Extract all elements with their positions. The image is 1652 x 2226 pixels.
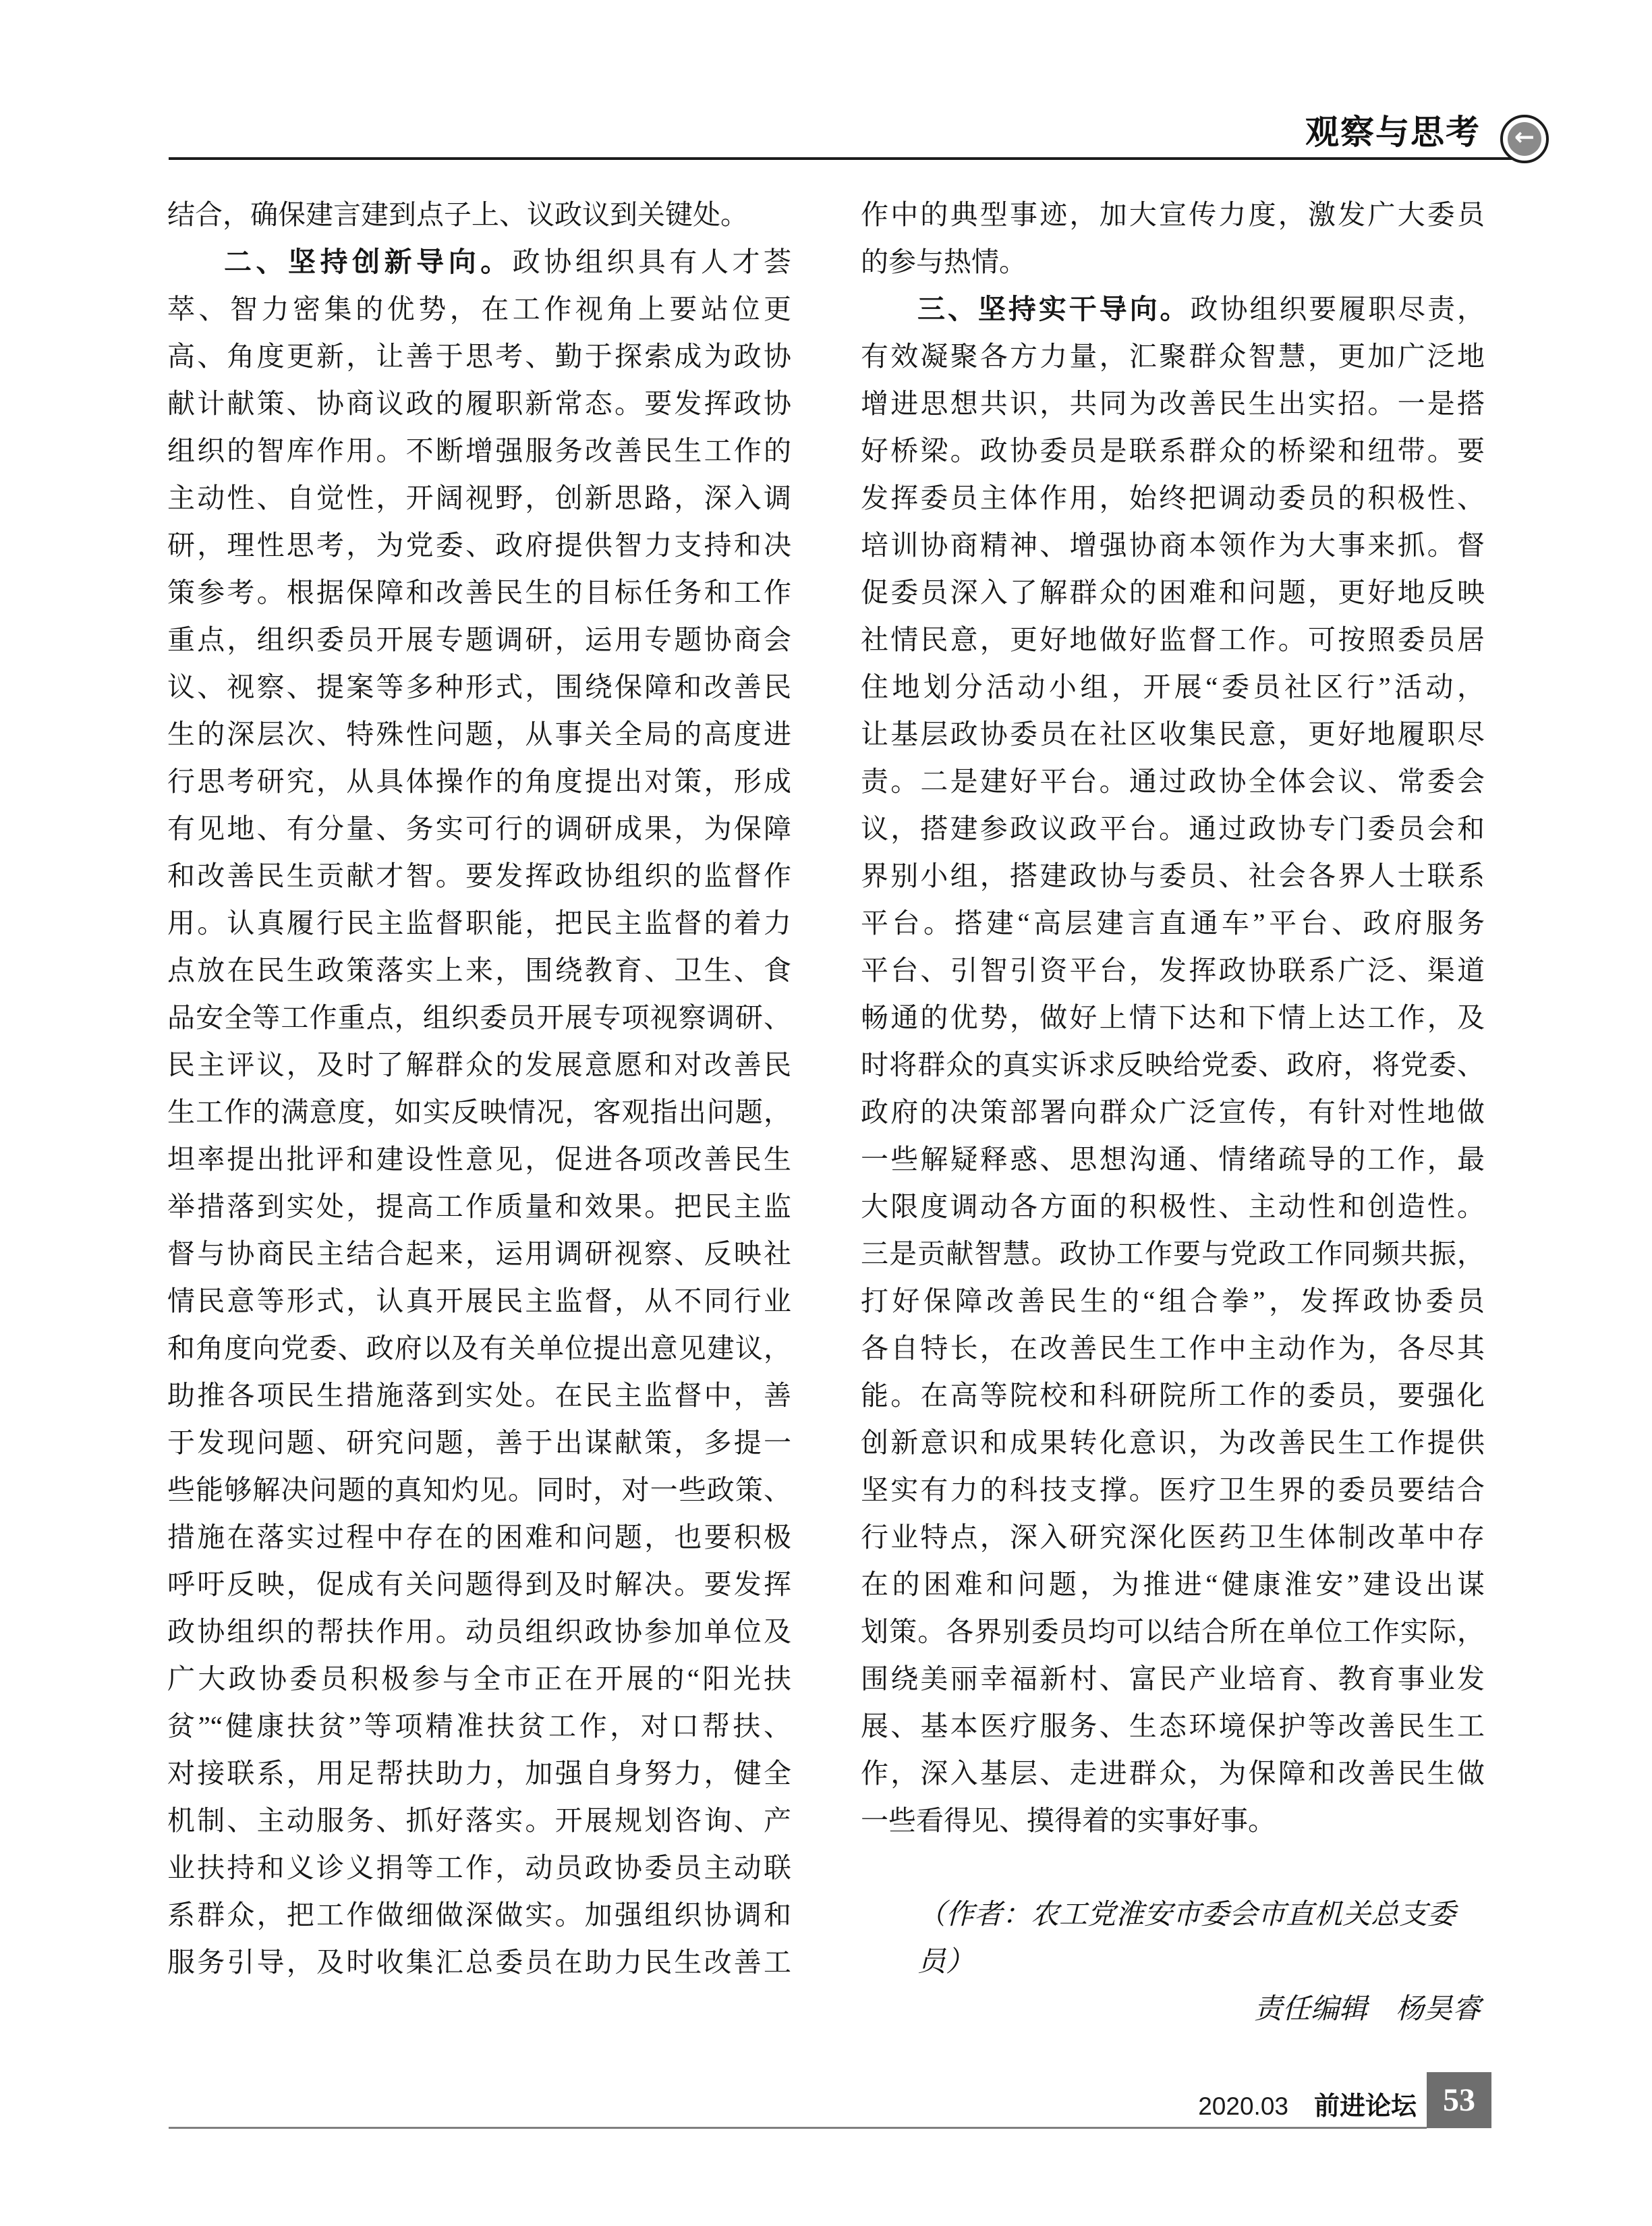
text-line: 增进思想共识，共同为改善民生出实招。一是搭: [861, 388, 1485, 419]
text-line: 组织的智库作用。不断增强服务改善民生工作的: [167, 435, 791, 466]
left-arrow-glyph: ←: [1514, 123, 1535, 151]
text-line: 萃、智力密集的优势，在工作视角上要站位更: [167, 294, 791, 325]
text-line: 民主评议，及时了解群众的发展意愿和对改善民: [167, 1049, 791, 1080]
text-line: 重点，组织委员开展专题调研，运用专题协商会: [167, 624, 791, 655]
text-line: 助推各项民生措施落到实处。在民主监督中，善: [167, 1380, 791, 1411]
text-line: 责。二是建好平台。通过政协全体会议、常委会: [861, 766, 1485, 797]
text-line: 和角度向党委、政府以及有关单位提出意见建议，: [167, 1333, 791, 1364]
text-line: 时将群众的真实诉求反映给党委、政府，将党委、: [861, 1049, 1485, 1080]
footer-issue-date: 2020.03: [1198, 2092, 1288, 2120]
text-line: 平台、引智引资平台，发挥政协联系广泛、渠道: [861, 955, 1485, 986]
text-line: 机制、主动服务、抓好落实。开展规划咨询、产: [167, 1805, 791, 1836]
text-line: 作中的典型事迹，加大宣传力度，激发广大委员: [861, 199, 1485, 230]
text-line: 策参考。根据保障和改善民生的目标任务和工作: [167, 577, 791, 608]
text-line: 点放在民生政策落实上来，围绕教育、卫生、食: [167, 955, 791, 986]
text-line: 展、基本医疗服务、生态环境保护等改善民生工: [861, 1710, 1485, 1742]
text-line: 高、角度更新，让善于思考、勤于探索成为政协: [167, 341, 791, 372]
text-line: 大限度调动各方面的积极性、主动性和创造性。: [861, 1191, 1485, 1222]
text-line: 创新意识和成果转化意识，为改善民生工作提供: [861, 1427, 1485, 1458]
text-line: 呼吁反映，促成有关问题得到及时解决。要发挥: [167, 1569, 791, 1600]
column-right-wrap: [861, 191, 1485, 2033]
section-title: 观察与思考: [1305, 113, 1481, 151]
text-line: 议、视察、提案等多种形式，围绕保障和改善民: [167, 671, 791, 702]
text-line: 于发现问题、研究问题，善于出谋献策，多提一: [167, 1427, 791, 1458]
text-line: 结合，确保建言建到点子上、议政议到关键处。: [167, 199, 748, 230]
bold-section-lead: 二、坚持创新导向。: [224, 246, 513, 277]
text-line: 能。在高等院校和科研院所工作的委员，要强化: [861, 1380, 1485, 1411]
footer-rule: [169, 2127, 1427, 2129]
text-line: 政协组织的帮扶作用。动员组织政协参加单位及: [167, 1616, 791, 1647]
text-line: 督与协商民主结合起来，运用调研视察、反映社: [167, 1238, 791, 1269]
text-line: 三、坚持实干导向。政协组织要履职尽责，: [917, 294, 1485, 325]
text-line: 用。认真履行民主监督职能，把民主监督的着力: [167, 908, 791, 939]
page-number-badge: 53: [1427, 2072, 1491, 2128]
text-line: 三是贡献智慧。政协工作要与党政工作同频共振，: [861, 1238, 1485, 1269]
text-line: 研，理性思考，为党委、政府提供智力支持和决: [167, 530, 791, 561]
text-line: 生的深层次、特殊性问题，从事关全局的高度进: [167, 719, 791, 750]
text-line: 好桥梁。政协委员是联系群众的桥梁和纽带。要: [861, 435, 1485, 466]
text-line: 有效凝聚各方力量，汇聚群众智慧，更加广泛地: [861, 341, 1485, 372]
text-line: 举措落到实处，提高工作质量和效果。把民主监: [167, 1191, 791, 1222]
text-line: 主动性、自觉性，开阔视野，创新思路，深入调: [167, 482, 791, 513]
text-line: 行思考研究，从具体操作的角度提出对策，形成: [167, 766, 791, 797]
text-line: 有见地、有分量、务实可行的调研成果，为保障: [167, 813, 791, 844]
text-line: 生工作的满意度，如实反映情况，客观指出问题，: [167, 1096, 791, 1128]
section-badge: [1500, 115, 1549, 163]
bold-section-lead: 三、坚持实干导向。: [917, 294, 1191, 325]
text-line: 议，搭建参政议政平台。通过政协专门委员会和: [861, 813, 1485, 844]
text-line: 发挥委员主体作用，始终把调动委员的积极性、: [861, 482, 1485, 513]
footer-journal-name: 前进论坛: [1313, 2092, 1417, 2121]
text-line: 情民意等形式，认真开展民主监督，从不同行业: [167, 1285, 791, 1316]
text-line: 住地划分活动小组，开展“委员社区行”活动，: [861, 671, 1485, 702]
text-line: 措施在落实过程中存在的困难和问题，也要积极: [167, 1522, 791, 1553]
text-line: 坚实有力的科技支撑。医疗卫生界的委员要结合: [861, 1474, 1485, 1505]
text-line: 社情民意，更好地做好监督工作。可按照委员居: [861, 624, 1485, 655]
text-line: 各自特长，在改善民生工作中主动作为，各尽其: [861, 1333, 1485, 1364]
text-line: 广大政协委员积极参与全市正在开展的“阳光扶: [167, 1663, 791, 1694]
text-line: 系群众，把工作做细做深做实。加强组织协调和: [167, 1899, 791, 1930]
text-line: 品安全等工作重点，组织委员开展专项视察调研、: [167, 1002, 791, 1033]
text-line: 在的困难和问题，为推进“健康淮安”建设出谋: [861, 1569, 1485, 1600]
text-line: 划策。各界别委员均可以结合所在单位工作实际，: [861, 1616, 1485, 1647]
text-line: 作，深入基层、走进群众，为保障和改善民生做: [861, 1758, 1485, 1789]
text-line: 服务引导，及时收集汇总委员在助力民生改善工: [167, 1947, 791, 1978]
column-left: [167, 191, 791, 1986]
text-line: 培训协商精神、增强协商本领作为大事来抓。督: [861, 530, 1485, 561]
text-line: 畅通的优势，做好上情下达和下情上达工作，及: [861, 1002, 1485, 1033]
text-line: 一些看得见、摸得着的实事好事。: [861, 1805, 1276, 1836]
text-line: 坦率提出批评和建设性意见，促进各项改善民生: [167, 1144, 791, 1175]
text-line: 的参与热情。: [861, 246, 1027, 277]
text-line: 围绕美丽幸福新村、富民产业培育、教育事业发: [861, 1663, 1485, 1694]
text-line: 贫”“健康扶贫”等项精准扶贫工作，对口帮扶、: [167, 1710, 791, 1742]
text-line: 献计献策、协商议政的履职新常态。要发挥政协: [167, 388, 791, 419]
text-line: 行业特点，深入研究深化医药卫生体制改革中存: [861, 1522, 1485, 1553]
editor-line: 责任编辑 杨昊睿: [1253, 1994, 1481, 2025]
text-line: 促委员深入了解群众的困难和问题，更好地反映: [861, 577, 1485, 608]
text-line: 界别小组，搭建政协与委员、社会各界人士联系: [861, 860, 1485, 891]
text-line: 打好保障改善民生的“组合拳”，发挥政协委员: [861, 1285, 1485, 1316]
text-line: 和改善民生贡献才智。要发挥政协组织的监督作: [167, 860, 791, 891]
text-line: 对接联系，用足帮扶助力，加强自身努力，健全: [167, 1758, 791, 1789]
text-line: 平台。搭建“高层建言直通车”平台、政府服务: [861, 908, 1485, 939]
text-line: 二、坚持创新导向。政协组织具有人才荟: [224, 246, 792, 277]
column-right: [861, 191, 1485, 1844]
back-arrow-icon: [1508, 122, 1541, 156]
header-rule: [169, 157, 1526, 160]
footer-meta: [1198, 2085, 1417, 2122]
text-line: 业扶持和义诊义捐等工作，动员政协委员主动联: [167, 1852, 791, 1883]
text-line: 政府的决策部署向群众广泛宣传，有针对性地做: [861, 1096, 1485, 1128]
text-line: 让基层政协委员在社区收集民意，更好地履职尽: [861, 719, 1485, 750]
text-line: 一些解疑释惑、思想沟通、情绪疏导的工作，最: [861, 1144, 1485, 1175]
author-line: （作者：农工党淮安市委会市直机关总支委员）: [917, 1899, 1456, 1978]
text-line: 些能够解决问题的真知灼见。同时，对一些政策、: [167, 1474, 791, 1505]
